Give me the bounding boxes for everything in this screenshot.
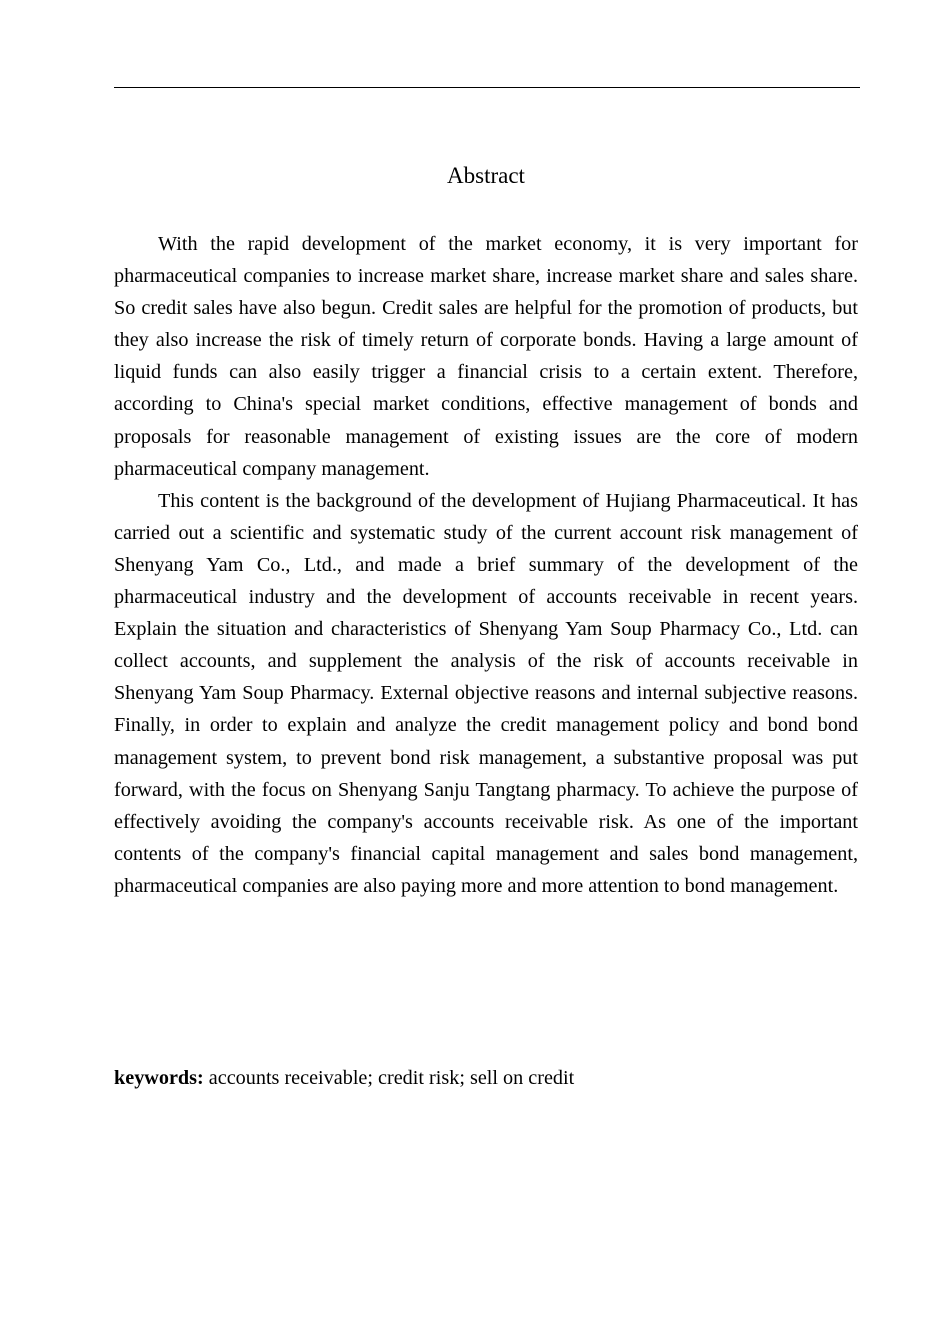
keywords-value: accounts receivable; credit risk; sell on credit — [203, 1067, 575, 1089]
abstract-title: Abstract — [447, 163, 525, 188]
keywords-label: keywords: — [114, 1067, 204, 1089]
abstract-paragraph-2: This content is the background of the development of Hujiang Pharmaceutical. It has carried out a scientific and systematic study of the current account risk management of Shenyang Yam Co., Ltd., and made a brief summary of the development of the pharmaceutical industry and the development of accounts receivable in recent years. Explain the situation and characteristics of Shenyang Yam Soup Pharmacy Co., Ltd. can collect accounts, and supplement the analysis of the risk of accounts receivable in Shenyang Yam Soup Pharmacy. External objective reasons and internal subjective reasons. Finally, in order to explain and analyze the credit management policy and bond bond management system, to prevent bond risk management, a substantive proposal was put forward, with the focus on Shenyang Sanju Tangtang pharmacy. To achieve the purpose of effectively avoiding the company's accounts receivable risk. As one of the important contents of the company's financial capital management and sales bond management, pharmaceutical companies are also paying more and more attention to bond management. — [114, 489, 858, 897]
keywords-line — [114, 1062, 858, 1094]
abstract-paragraph-1: With the rapid development of the market economy, it is very important for pharmaceutical companies to increase market share, increase market share and sales share. So credit sales have also begun. Credit sales are helpful for the promotion of products, but they also increase the risk of timely return of corporate bonds. Having a large amount of liquid funds can also easily trigger a financial crisis to a certain extent. Therefore, according to China's special market conditions, effective management of bonds and proposals for reasonable management of existing issues are the core of modern pharmaceutical company management. — [114, 233, 858, 480]
header-rule — [114, 87, 860, 88]
abstract-body — [114, 228, 858, 902]
